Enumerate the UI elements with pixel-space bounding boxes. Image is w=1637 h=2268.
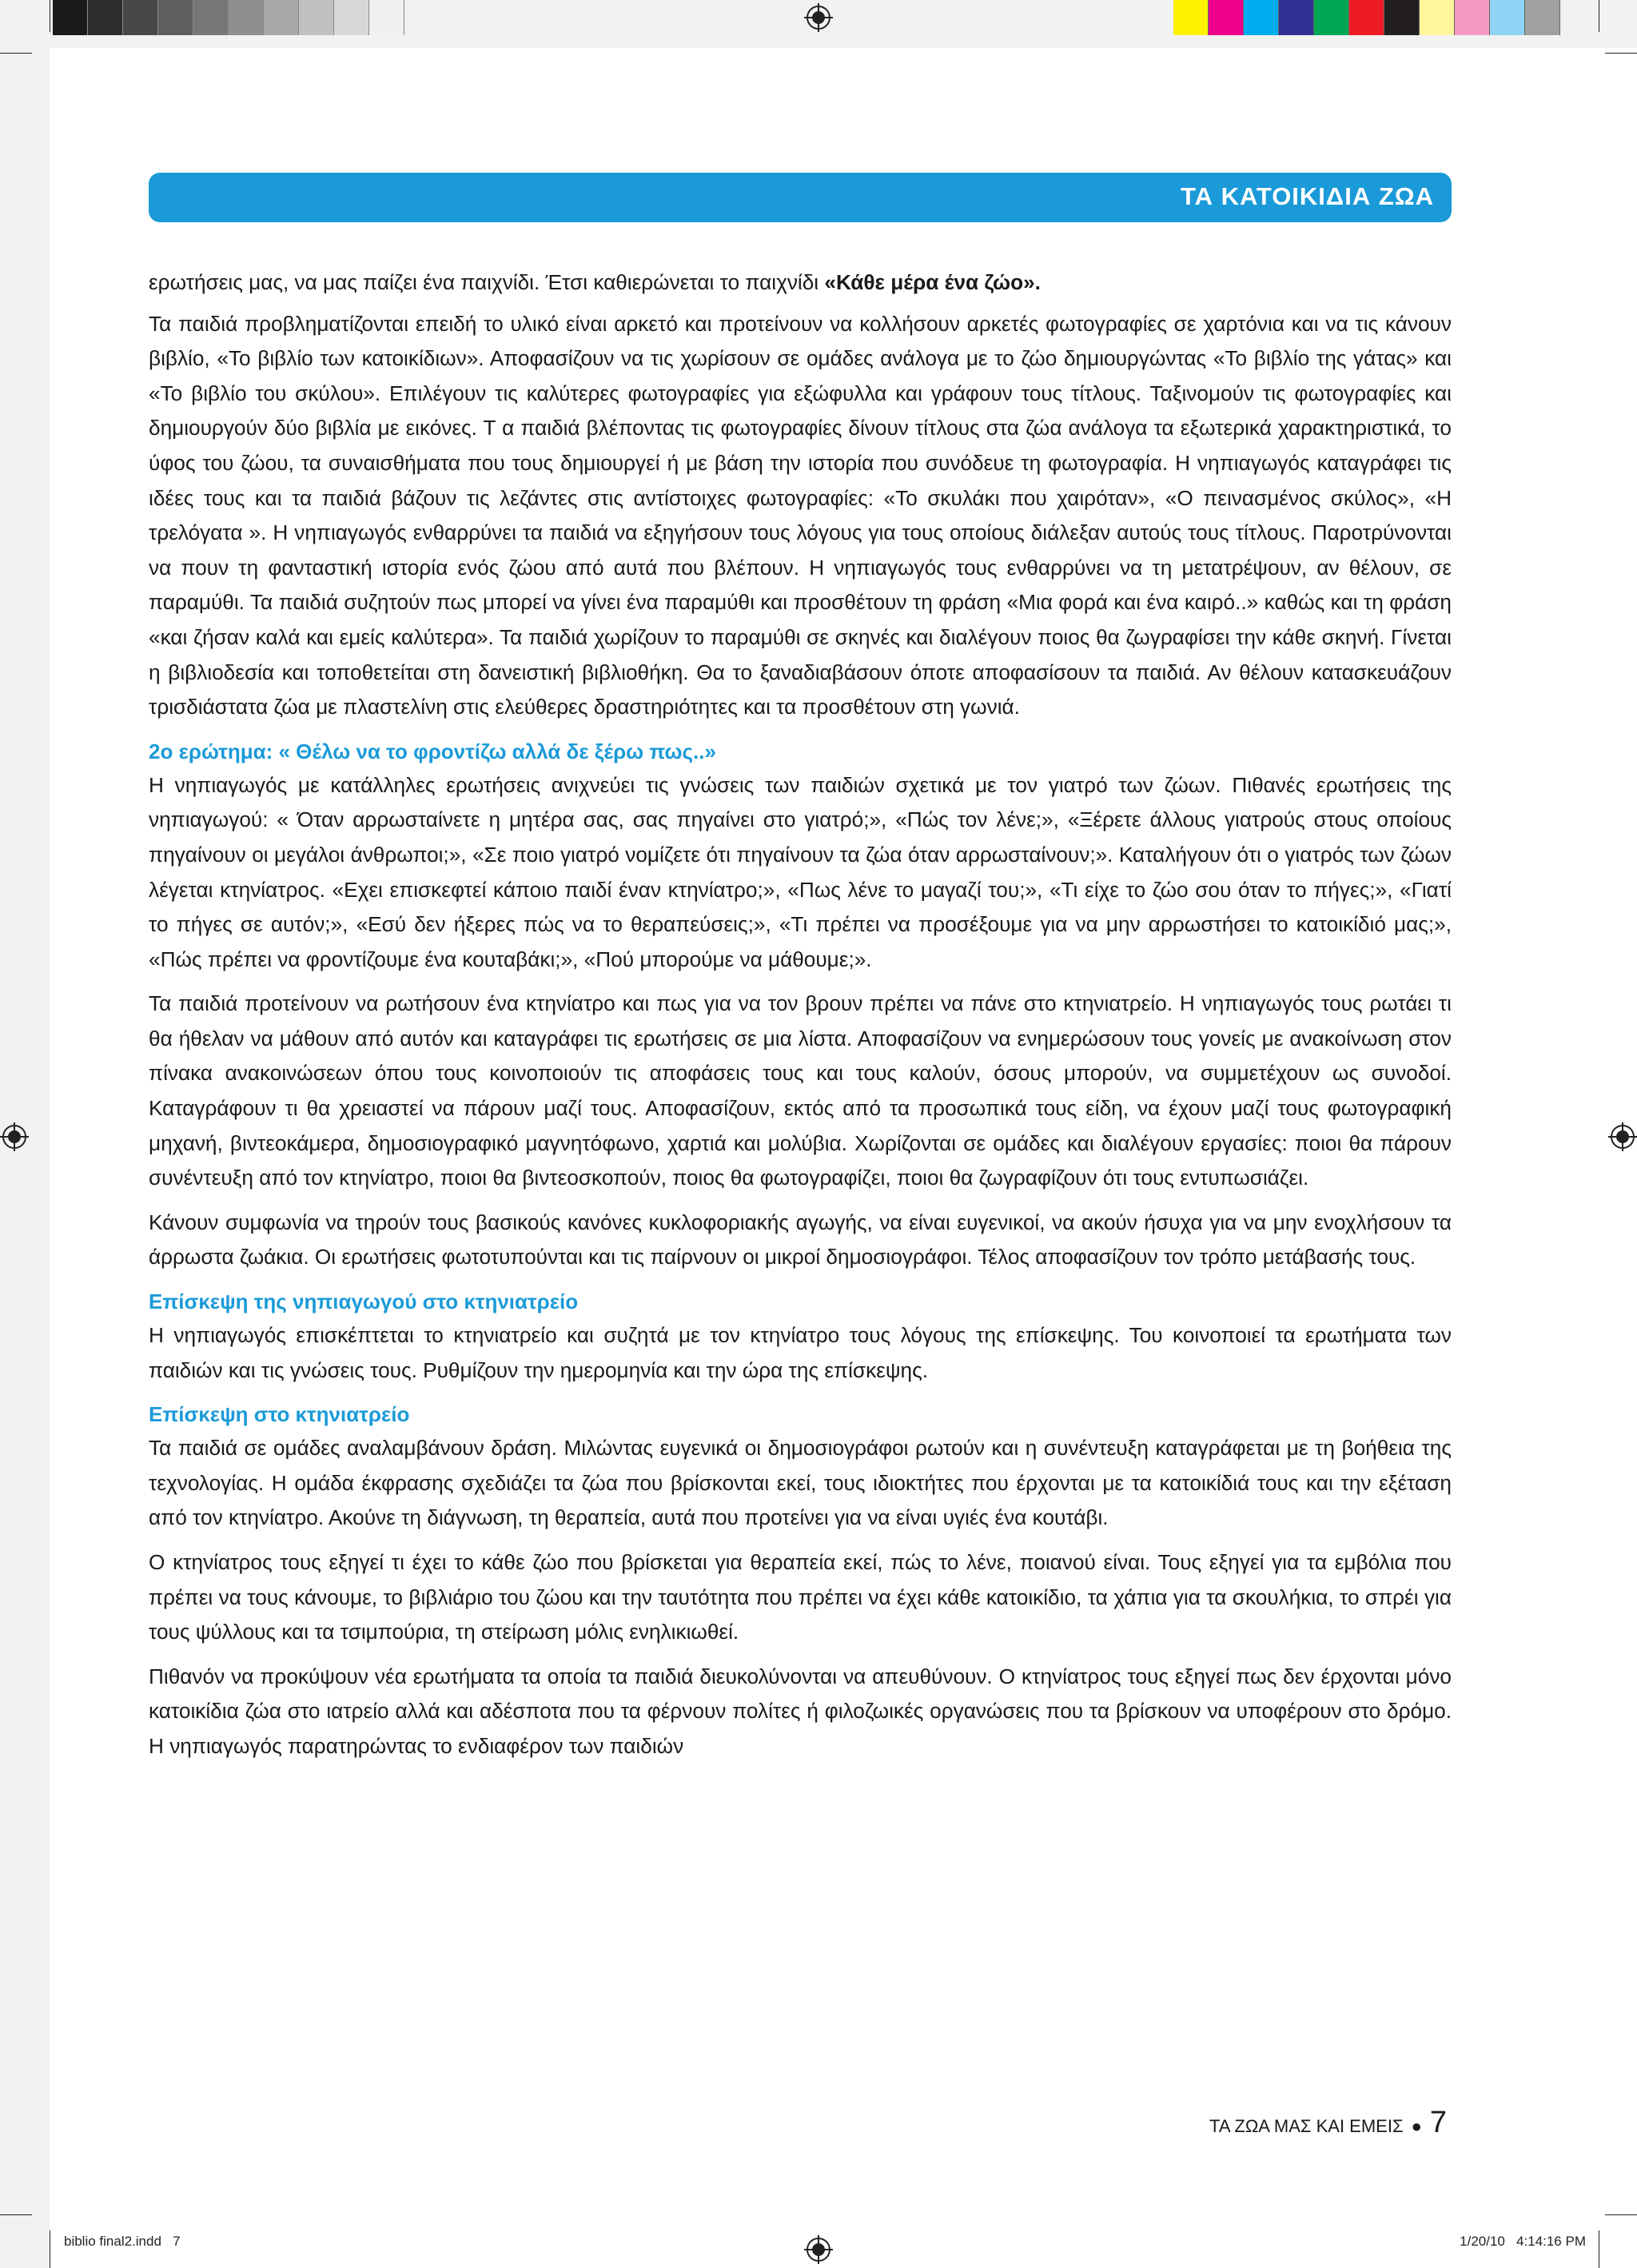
color-swatch [1525, 0, 1560, 35]
page-number: 7 [1429, 2106, 1447, 2139]
registration-mark-right [1608, 1122, 1637, 1151]
grey-swatch [299, 0, 334, 35]
grey-swatch [193, 0, 229, 35]
grey-swatch [264, 0, 299, 35]
slug-filename: biblio final2.indd 7 [64, 2234, 181, 2249]
crop-mark [1605, 2214, 1637, 2215]
body-text [149, 265, 1452, 1774]
subheading-question-2: 2ο ερώτημα: « Θέλω να το φροντίζω αλλά δε ξέρω πως..» [149, 739, 716, 763]
color-swatch [1490, 0, 1525, 35]
slug-timestamp: 1/20/10 4:14:16 PM [1460, 2234, 1586, 2249]
color-swatch [1244, 0, 1279, 35]
color-swatch [1455, 0, 1490, 35]
grey-swatch [123, 0, 158, 35]
subheading-vet-visit: Επίσκεψη στο κτηνιατρείο [149, 1402, 410, 1427]
grey-swatch [53, 0, 88, 35]
paragraph: Η νηπιαγωγός με κατάλληλες ερωτήσεις ανιχνεύει τις γνώσεις των παιδιών σχετικά με τον γιατρό των ζώων. Πιθανές ερωτήσεις της νηπιαγωγού: « Όταν αρρωσταίνετε η μητέρα σας, σας πηγαίνει στο γιατρό;», «Πώς τον λένε;», «Ξέρετε άλλους γιατρούς στους οποίους πηγαίνουν οι μεγάλοι άνθρωποι;», «Σε ποιο γιατρό νομίζετε ότι πηγαίνουν τα ζώα όταν αρρωσταίνουν;». Καταλήγουν ότι ο γιατρός των ζώων λέγεται κτηνίατρος. «Εχει επισκεφτεί κάποιο παιδί έναν κτηνίατρο;», «Πως λένε το μαγαζί του;», «Τι είχε το ζώο σου όταν το πήγες;», «Γιατί το πήγες σε αυτόν;», «Εσύ δεν ήξερες πώς να το θεραπεύσεις;», «Τι πρέπει να προσέξουμε για να μην αρρωστήσει το κατοικίδιό μας;», «Πώς πρέπει να φροντίζουμε ένα κουταβάκι;», «Πού μπορούμε να μάθουμε;». [149, 772, 1452, 971]
color-swatch [1349, 0, 1384, 35]
color-swatch [1420, 0, 1455, 35]
registration-mark-bottom [804, 2235, 833, 2264]
color-swatch [1384, 0, 1420, 35]
subheading-teacher-visit: Επίσκεψη της νηπιαγωγού στο κτηνιατρείο [149, 1289, 579, 1314]
grey-swatch [158, 0, 193, 35]
grey-swatch [369, 0, 404, 35]
color-swatch [1173, 0, 1209, 35]
crop-mark [1605, 53, 1637, 54]
paragraph: Πιθανόν να προκύψουν νέα ερωτήματα τα οποία τα παιδιά διευκολύνονται να απευθύνουν. Ο κτηνίατρος τους εξηγεί πως δεν έρχονται μόνο κατοικίδια ζώα στο ιατρείο αλλά και αδέσποτα που τα φέρνουν πολίτες ή φιλοζωικές οργανώσεις που τα βρίσκουν να υποφέρουν στο δρόμο. Η νηπιαγωγός παρατηρώντας το ενδιαφέρον των παιδιών [149, 1664, 1452, 1758]
color-swatch [1279, 0, 1314, 35]
paragraph: Τα παιδιά προβληματίζονται επειδή το υλικό είναι αρκετό και προτείνουν να κολλήσουν αρκετές φωτογραφίες σε χαρτόνια και να τις κάνουν βιβλίο, «Το βιβλίο των κατοικίδιων». Αποφασίζουν να τις χωρίσουν σε ομάδες ανάλογα με το ζώο δημιουργώντας «Το βιβλίο της γάτας» και «Το βιβλίο του σκύλου». Επιλέγουν τις καλύτερες φωτογραφίες για εξώφυλλα και γράφουν τους τίτλους. Ταξινομούν τις φωτογραφίες και δημιουργούν δύο βιβλία με εικόνες. Τ α παιδιά βλέποντας τις φωτογραφίες δίνουν τίτλους στα ζώα ανάλογα τα εξωτερικά χαρακτηριστικά, το ύφος του ζώου, τα συναισθήματα που τους δημιουργεί ή με βάση την ιστορία που συνόδευε τη φωτογραφία. Η νηπιαγωγός καταγράφει τις ιδέες τους και τα παιδιά βάζουν τις λεζάντες στις αντίστοιχες φωτογραφίες: «Το σκυλάκι που χαιρόταν», «Ο πεινασμένος σκύλος», «Η τρελόγατα ». Η νηπιαγωγός ενθαρρύνει τα παιδιά να εξηγήσουν τους λόγους για τους οποίους διάλεξαν αυτούς τους τίτλους. Παροτρύνονται να πουν τη φανταστική ιστορία ενός ζώου από αυτά που βλέπουν. Η νηπιαγωγός τους ενθαρρύνει να τη μετατρέψουν, αν θέλουν, σε παραμύθι. Τα παιδιά συζητούν πως μπορεί να γίνει ένα παραμύθι και προσθέτουν τη φράση «Μια φορά και ένα καιρό..» καθώς και τη φράση «και ζήσαν καλά και εμείς καλύτερα». Τα παιδιά χωρίζουν το παραμύθι σε σκηνές και διαλέγουν ποιος θα ζωγραφίσει την κάθε σκηνή. Γίνεται η βιβλιοδεσία και τοποθετείται στη δανειστική βιβλιοθήκη. Θα το ξαναδιαβάσουν όποτε αποφασίσουν τα παιδιά. Αν θέλουν κατασκευάζουν τρισδιάστατα ζώα με πλαστελίνη στις ελεύθερες δραστηριότητες και τα προσθέτουν στη γωνιά. [149, 311, 1452, 719]
running-footer [1209, 2106, 1447, 2140]
paragraph: Τα παιδιά προτείνουν να ρωτήσουν ένα κτηνίατρο και πως για να τον βρουν πρέπει να πάνε στο κτηνιατρείο. Η νηπιαγωγός τους ρωτάει τι θα ήθελαν να μάθουν από αυτόν και καταγράφει τις ερωτήσεις σε μια λίστα. Αποφασίζουν να ενημερώσουν τους γονείς με ανακοίνωση στον πίνακα ανακοινώσεων όπου τους κοινοποιούν τις αποφάσεις τους και τους καλούν, όσους μπορούν, να συμμετέχουν ως συνοδοί. Καταγράφουν τι θα χρειαστεί να πάρουν μαζί τους. Αποφασίζουν, εκτός από τα προσωπικά τους είδη, να έχουν μαζί τους φωτογραφική μηχανή, βιντεοκάμερα, δημοσιογραφικό μαγνητόφωνο, χαρτιά και μολύβια. Χωρίζονται σε ομάδες και διαλέγουν εργασίες: ποιοι θα πάρουν συνέντευξη από τον κτηνίατρο, ποιοι θα βιντεοσκοπούν, ποιος θα φωτογραφίζει, ποιοι θα ζωγραφίζουν ότι τους εντυπωσιάζει. [149, 991, 1452, 1190]
paragraph: Τα παιδιά σε ομάδες αναλαμβάνουν δράση. Μιλώντας ευγενικά οι δημοσιογράφοι ρωτούν και η συνέντευξη καταγράφεται με τη βοήθεια της τεχνολογίας. Η ομάδα έκφρασης σχεδιάζει τα ζώα που βρίσκονται εκεί, τους ιδιοκτήτες που έρχονται με τα κατοικίδιά τους και την εξέταση από τον κτηνίατρο. Ακούνε τη διάγνωση, τη θεραπεία, αυτά που προτείνει για να είναι υγιές ένα κουτάβι. [149, 1436, 1452, 1530]
section-header-band [149, 173, 1452, 222]
color-swatch [1209, 0, 1244, 35]
registration-mark-top [804, 3, 833, 32]
color-calibration-bar [1173, 0, 1560, 35]
paragraph: Η νηπιαγωγός επισκέπτεται το κτηνιατρείο και συζητά με τον κτηνίατρο τους λόγους της επίσκεψης. Του κοινοποιεί τα ερωτήματα των παιδιών και τις γνώσεις τους. Ρυθμίζουν την ημερομηνία και την ώρα της επίσκεψης. [149, 1323, 1452, 1382]
crop-mark [0, 2214, 32, 2215]
grey-calibration-bar [53, 0, 404, 35]
paragraph [149, 265, 1452, 301]
section-title: ΤΑ ΚΑΤΟΙΚΙΔΙΑ ΖΩΑ [1180, 182, 1434, 210]
crop-mark [0, 53, 32, 54]
paragraph-text: ερωτήσεις μας, να μας παίζει ένα παιχνίδι. Έτσι καθιερώνεται το παιχνίδι [149, 270, 825, 294]
grey-swatch [229, 0, 264, 35]
paragraph: Κάνουν συμφωνία να τηρούν τους βασικούς κανόνες κυκλοφοριακής αγωγής, να είναι ευγενικοί, να ακούν ήσυχα για να μην ενοχλήσουν τα άρρωστα ζωάκια. Οι ερωτήσεις φωτοτυπούνται και τις παίρνουν οι μικροί δημοσιογράφοι. Τέλος αποφασίζουν τον τρόπο μετάβασής τους. [149, 1210, 1452, 1270]
running-title: ΤΑ ΖΩΑ ΜΑΣ ΚΑΙ ΕΜΕΙΣ [1209, 2116, 1404, 2136]
color-swatch [1314, 0, 1349, 35]
bullet-icon: ● [1411, 2116, 1422, 2136]
grey-swatch [88, 0, 123, 35]
registration-mark-left [0, 1122, 29, 1151]
grey-swatch [334, 0, 369, 35]
game-name-bold: «Κάθε μέρα ένα ζώο». [824, 270, 1041, 294]
paragraph: Ο κτηνίατρος τους εξηγεί τι έχει το κάθε ζώο που βρίσκεται για θεραπεία εκεί, πώς το λένε, ποιανού είναι. Τους εξηγεί για τα εμβόλια που πρέπει να τους κάνουμε, το βιβλιάριο του ζώου και την ταυτότητα που πρέπει να έχει κάθε κατοικίδιο, τα χάπια για τα σκουλήκια, το σπρέι για τους ψύλλους και τα τσιμπούρια, τη στείρωση μόλις ενηλικιωθεί. [149, 1550, 1452, 1644]
